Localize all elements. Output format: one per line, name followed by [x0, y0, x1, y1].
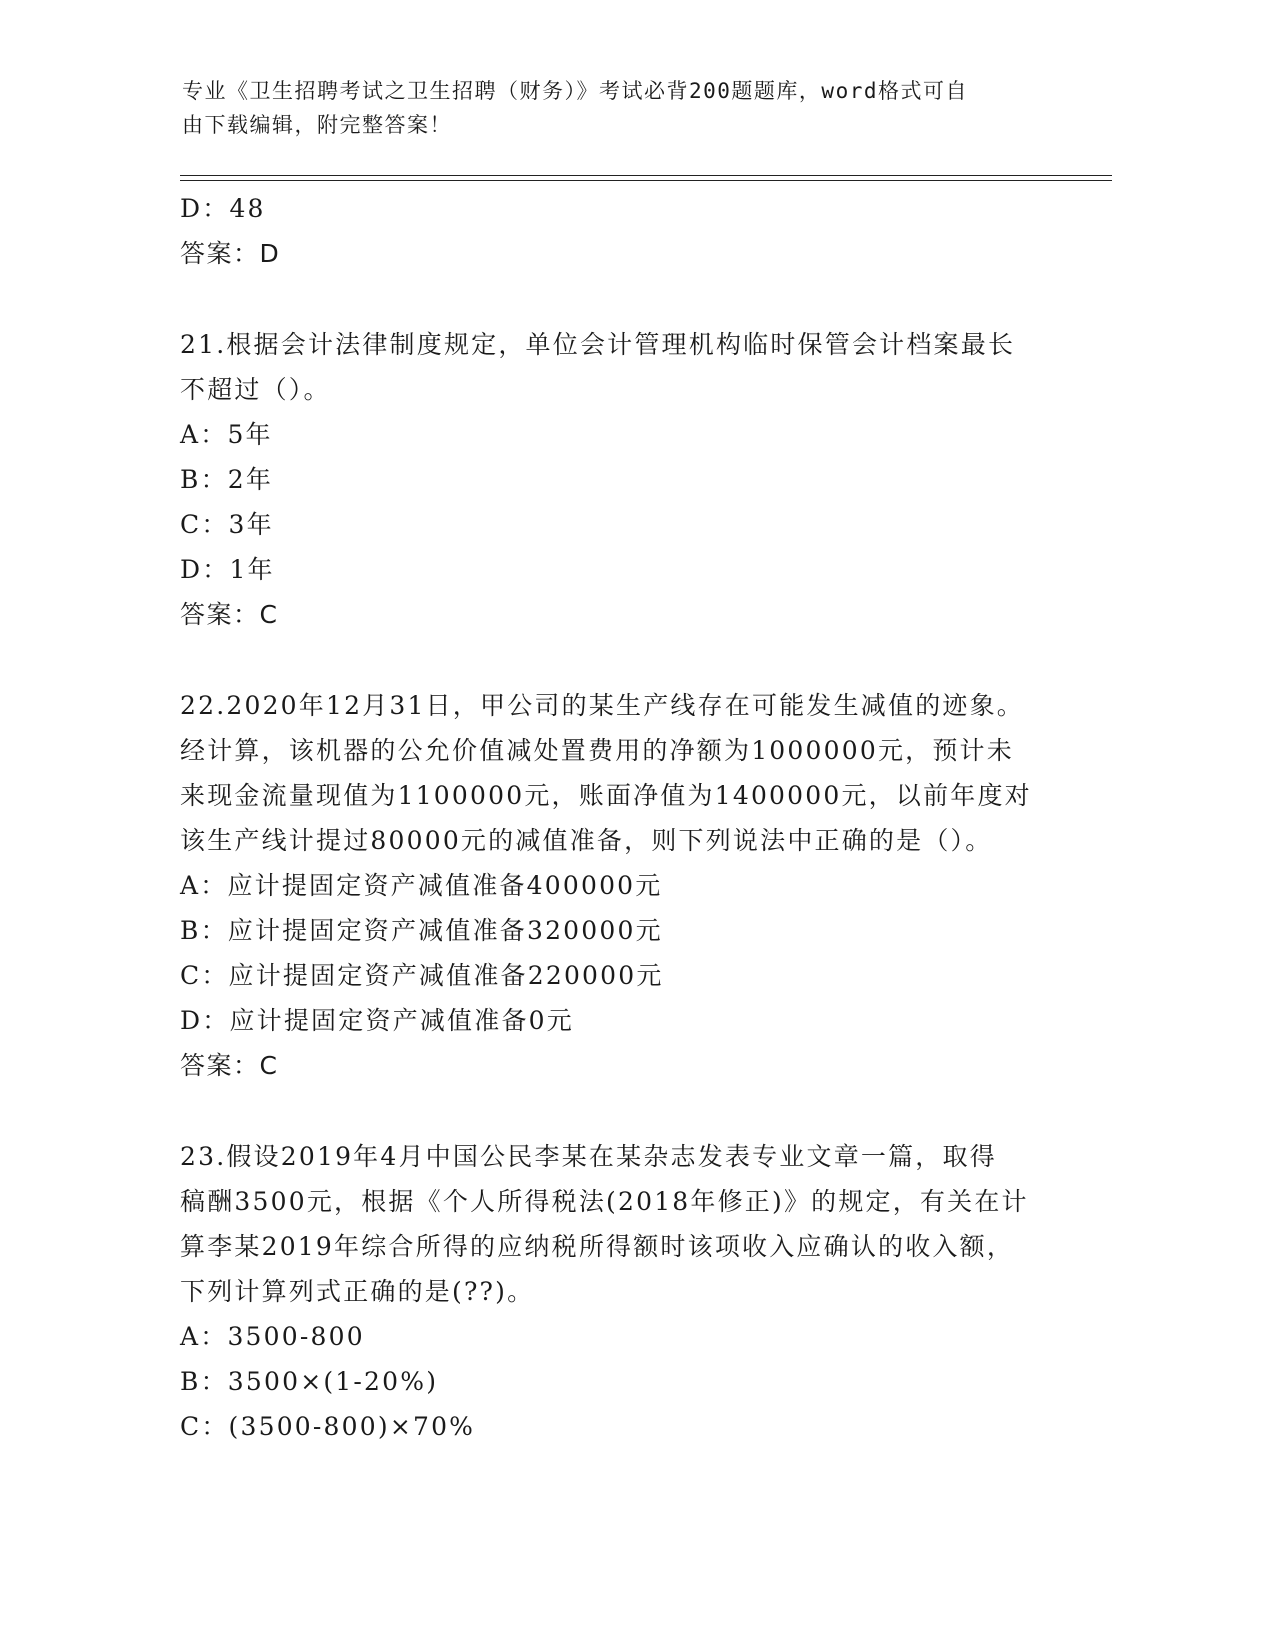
question-22-answer: 答案：C: [180, 1051, 279, 1080]
spacer: [180, 1088, 1070, 1134]
question-23-option-c: C：(3500-800)×70%: [180, 1412, 476, 1441]
question-22-line-3: 来现金流量现值为1100000元，账面净值为1400000元，以前年度对: [180, 781, 1032, 810]
question-23-option-b: B：3500×(1-20%): [180, 1367, 439, 1396]
question-22-line-1: 22.2020年12月31日，甲公司的某生产线存在可能发生减值的迹象。: [180, 691, 1025, 720]
question-22: [180, 683, 1070, 1088]
header-rule-top: [180, 175, 1112, 176]
question-23-option-a: A：3500-800: [180, 1322, 365, 1351]
question-22-line-4: 该生产线计提过80000元的减值准备，则下列说法中正确的是（）。: [180, 826, 993, 855]
header-line-2: 由下载编辑，附完整答案！: [182, 113, 452, 137]
question-23-line-3: 算李某2019年综合所得的应纳税所得额时该项收入应确认的收入额，: [180, 1232, 1015, 1261]
question-23-line-2: 稿酬3500元，根据《个人所得税法(2018年修正)》的规定，有关在计: [180, 1187, 1029, 1216]
question-22-option-d: D：应计提固定资产减值准备0元: [180, 1006, 574, 1035]
prev-answer: 答案：D: [180, 239, 281, 268]
header-rule-bottom: [180, 180, 1112, 181]
question-21: [180, 322, 1070, 637]
spacer: [180, 637, 1070, 683]
question-21-option-d: D：1年: [180, 555, 275, 584]
question-23: [180, 1134, 1070, 1449]
document-body: [180, 186, 1070, 1449]
question-21-option-a: A：5年: [180, 420, 273, 449]
document-header: [182, 74, 1062, 142]
question-21-answer: 答案：C: [180, 600, 279, 629]
question-22-option-b: B：应计提固定资产减值准备320000元: [180, 916, 663, 945]
question-22-line-2: 经计算，该机器的公允价值减处置费用的净额为1000000元，预计未: [180, 736, 1014, 765]
question-21-line-1: 21.根据会计法律制度规定，单位会计管理机构临时保管会计档案最长: [180, 330, 1016, 359]
question-23-line-4: 下列计算列式正确的是(??)。: [180, 1277, 535, 1306]
question-22-option-a: A：应计提固定资产减值准备400000元: [180, 871, 663, 900]
question-22-option-c: C：应计提固定资产减值准备220000元: [180, 961, 664, 990]
question-23-line-1: 23.假设2019年4月中国公民李某在某杂志发表专业文章一篇，取得: [180, 1142, 997, 1171]
question-21-option-c: C：3年: [180, 510, 274, 539]
prev-option-d: D：48: [180, 194, 266, 223]
question-21-line-2: 不超过（）。: [180, 375, 331, 404]
question-21-option-b: B：2年: [180, 465, 274, 494]
spacer: [180, 276, 1070, 322]
header-line-1: 专业《卫生招聘考试之卫生招聘（财务）》考试必背200题题库，word格式可自: [182, 79, 968, 103]
